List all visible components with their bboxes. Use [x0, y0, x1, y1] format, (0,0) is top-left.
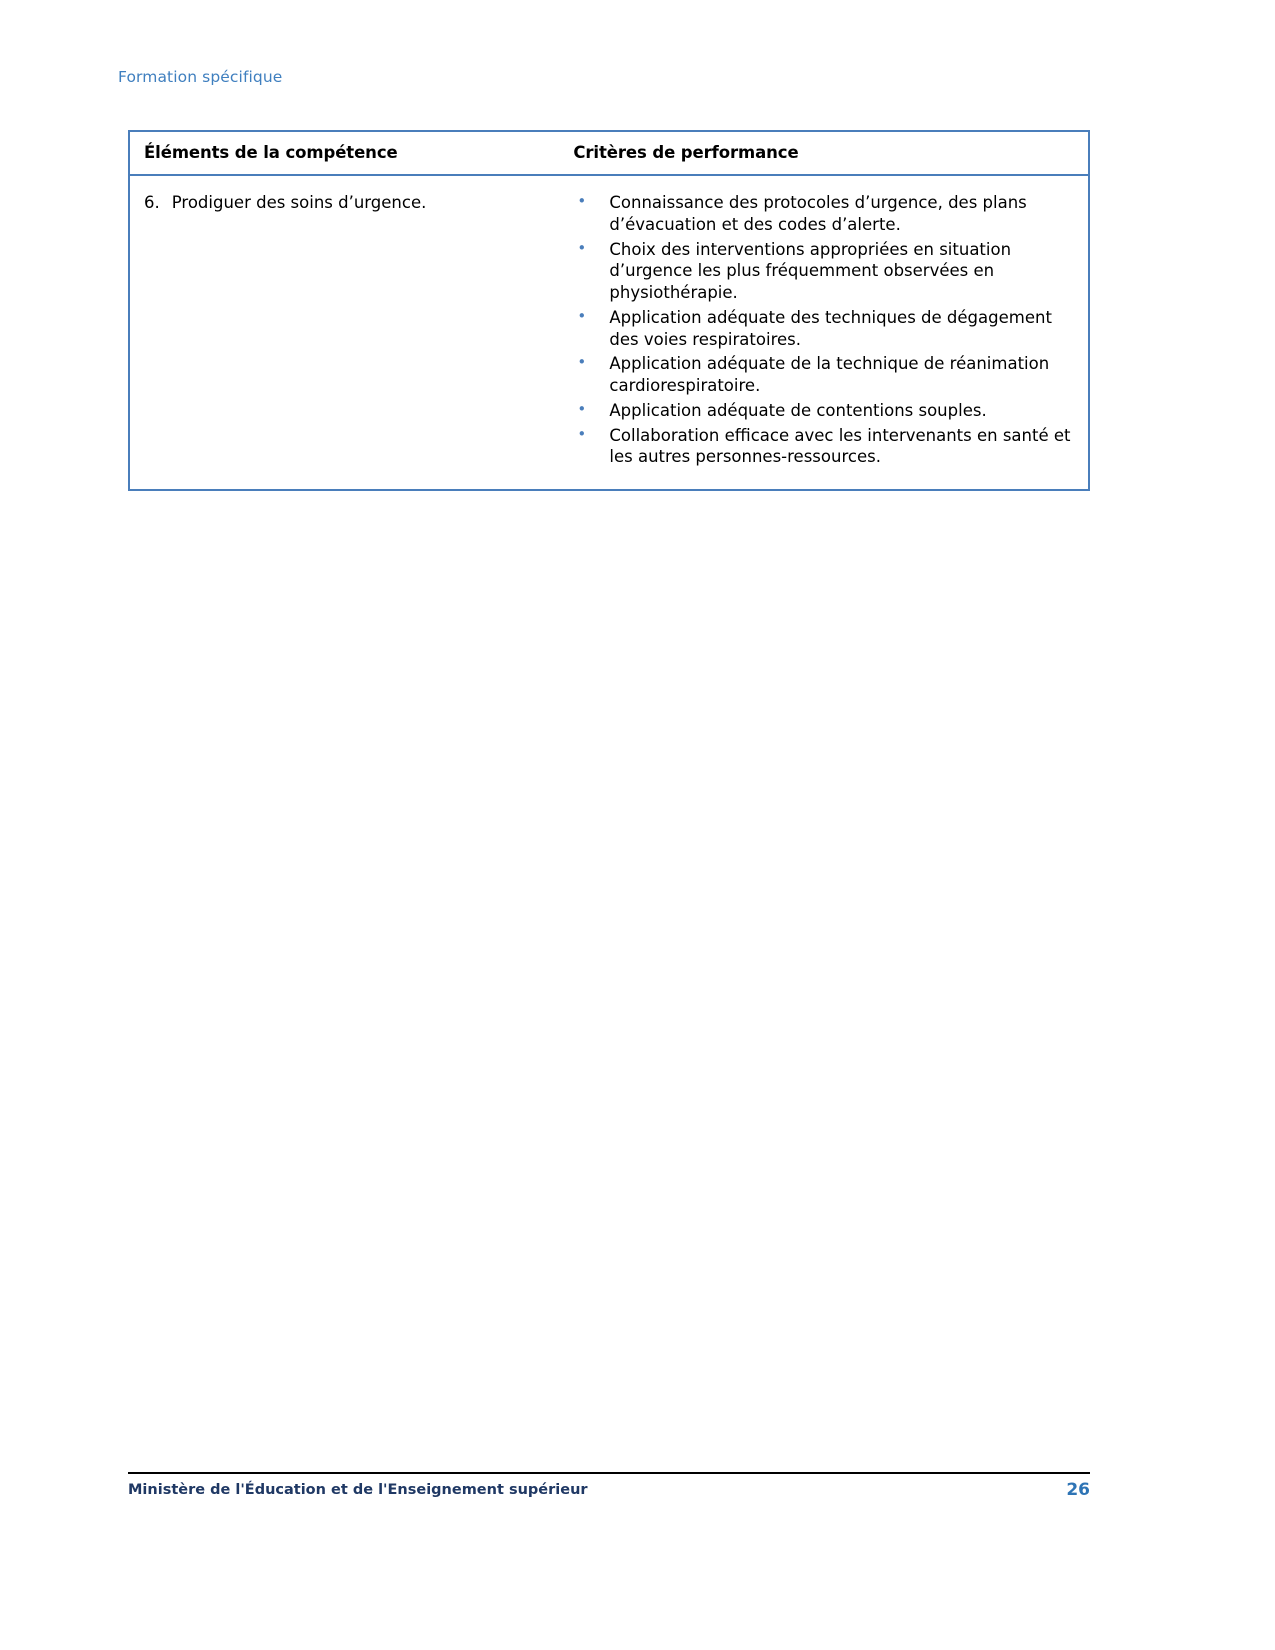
element-text: Prodiguer des soins d’urgence.	[171, 193, 427, 212]
list-item	[575, 307, 1076, 351]
section-header-note: Formation spécifique	[118, 68, 283, 86]
bullet-icon: •	[577, 238, 587, 257]
bullet-icon: •	[577, 192, 587, 210]
list-item	[575, 353, 1076, 397]
column-header-elements: Éléments de la compétence	[144, 143, 398, 162]
criterion-text: Connaissance des protocoles d’urgence, des plans d’évacuation et des codes d’alerte.	[609, 193, 1027, 234]
list-item	[575, 192, 1076, 236]
criterion-text: Application adéquate des techniques de dégagement des voies respiratoires.	[609, 307, 1052, 349]
element-line	[144, 192, 547, 214]
list-item	[575, 400, 1076, 422]
criterion-text: Application adéquate de la technique de réanimation cardiorespiratoire.	[609, 354, 1050, 396]
table-row	[129, 175, 1089, 490]
table-header-cell-criteria	[559, 131, 1089, 175]
criterion-text: Choix des interventions appropriées en situation d’urgence les plus fréquemment observées en physiothérapie.	[609, 239, 1012, 303]
bullet-icon: •	[577, 399, 587, 418]
footer-organization: Ministère de l'Éducation et de l'Enseignement supérieur	[128, 1482, 588, 1498]
element-cell	[129, 175, 559, 490]
table-header-cell-elements	[129, 131, 559, 175]
criteria-cell	[559, 175, 1089, 490]
footer-divider	[128, 1472, 1090, 1474]
element-number: 6.	[144, 193, 160, 212]
list-item	[575, 239, 1076, 304]
page-number: 26	[1066, 1480, 1090, 1500]
table-header-row	[129, 131, 1089, 175]
criterion-text: Application adéquate de contentions souples.	[609, 400, 987, 420]
column-header-criteria: Critères de performance	[573, 143, 799, 162]
criterion-text: Collaboration efficace avec les intervenants en santé et les autres personnes-ressources.	[609, 425, 1071, 467]
competency-table	[128, 130, 1090, 491]
criteria-list	[573, 192, 1076, 468]
bullet-icon: •	[577, 424, 587, 443]
bullet-icon: •	[577, 353, 587, 372]
list-item	[575, 425, 1076, 469]
bullet-icon: •	[577, 306, 587, 325]
